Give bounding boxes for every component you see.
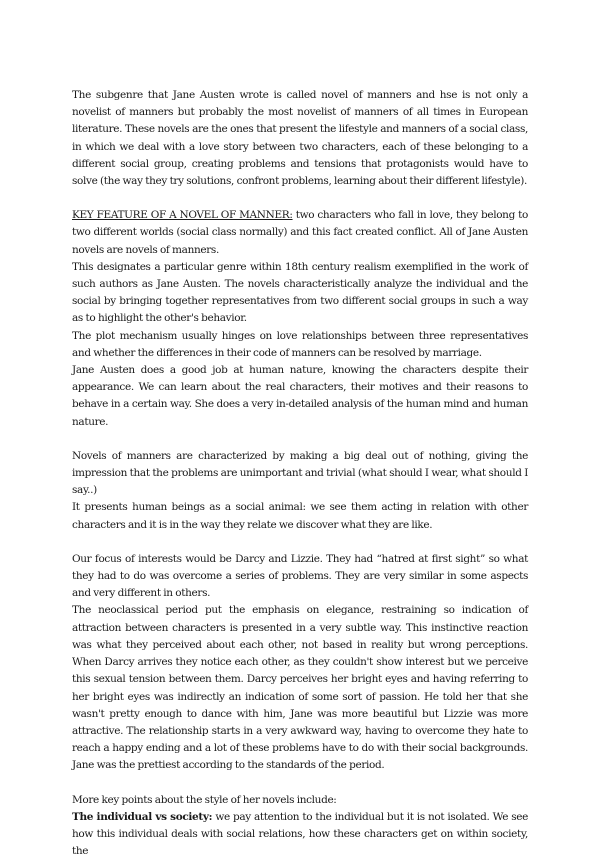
human-nature-paragraph: Jane Austen does a good job at human nature, knowing the characters despite their appearance. We can learn about the real characters, their motives and their reasons to behave in a certain way. She does a very in-detailed analysis of the human mind and human nature. xyxy=(72,364,528,428)
individual-text: we pay attention to the individual but it is not isolated. We see how this individual deals with social relations, how these characters get on within society, the xyxy=(72,810,528,858)
key-points-intro: More key points about the style of her novels include: xyxy=(72,793,337,806)
paragraph-gap xyxy=(72,775,528,792)
genre-paragraph: This designates a particular genre within 18th century realism exemplified in the work of such authors as Jane Austen. The novels characteristically analyze the individual and the social by bringing together representatives from two different social groups in such a way as to highlight the other's behavior. xyxy=(72,260,528,325)
neoclassical-paragraph: The neoclassical period put the emphasis on elegance, restraining so indication of attraction between characters is presented in a very subtle way. This instinctive reaction was what they perceived about each other, not based in reality but wrong perceptions. When Darcy arrives they notice each other, as they couldn't show interest but we perceive this sexual tension between them. Darcy perceives her bright eyes and having referring to her bright eyes was indirectly an indication of some sort of passion. He told her that she wasn't pretty enough to dance with him, Jane was more beautiful but Lizzie was more attractive. The relationship starts in a very awkward way, having to overcome they hate to reach a happy ending and a lot of these problems have to do with their social backgrounds. Jane was the prettiest according to the standards of the period. xyxy=(72,604,528,772)
individual-heading: The individual vs society: xyxy=(72,810,213,823)
paragraph-gap xyxy=(72,534,528,551)
social-animal-paragraph: It presents human beings as a social animal: we see them acting in relation with other characters and it is in the way they relate we discover what they are like. xyxy=(72,501,528,531)
paragraph-gap xyxy=(72,431,528,448)
individual-paragraph xyxy=(72,809,528,860)
focus-paragraph: Our focus of interests would be Darcy and Lizzie. They had “hatred at first sight” so what they had to do was overcome a series of problems. They are very similar in some aspects and very different in others. xyxy=(72,552,528,600)
key-feature-heading: KEY FEATURE OF A NOVEL OF MANNER: xyxy=(72,209,293,222)
key-feature-text: two characters who fall in love, they belong to two different worlds (social class normally) and this fact created conflict. All of Jane Austen novels are novels of manners. xyxy=(72,209,528,256)
plot-paragraph: The plot mechanism usually hinges on love relationships between three representatives and whether the differences in their code of manners can be resolved by marriage. xyxy=(72,329,528,359)
big-deal-paragraph: Novels of manners are characterized by making a big deal out of nothing, giving the impression that the problems are unimportant and trivial (what should I wear, what should I say..) xyxy=(72,449,528,497)
paragraph-gap xyxy=(72,190,528,207)
key-feature-paragraph xyxy=(72,207,528,259)
intro-paragraph: The subgenre that Jane Austen wrote is called novel of manners and hse is not only a novelist of manners but probably the most novelist of manners of all times in European literature. These novels are the ones that present the lifestyle and manners of a social class, in which we deal with a love story between two characters, each of these belonging to a different social group, creating problems and tensions that protagonists would have to solve (the way they try solutions, confront problems, learning about their different lifestyle). xyxy=(72,89,528,188)
